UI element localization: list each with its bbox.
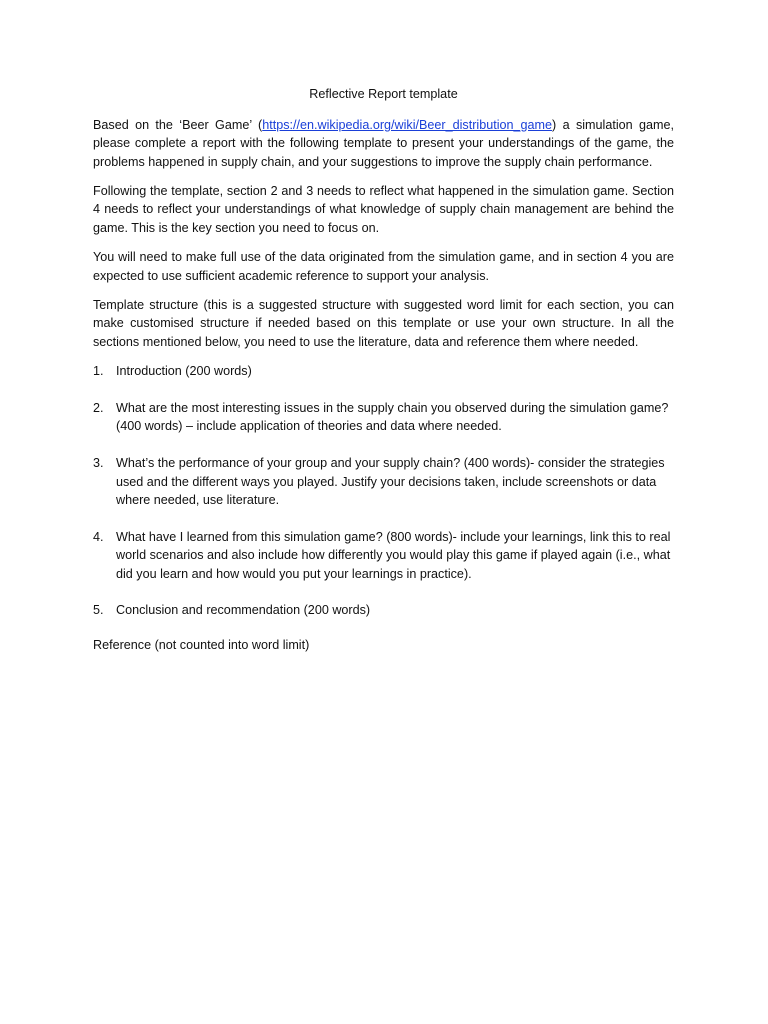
section-text: What’s the performance of your group and your supply chain? (400 words)- consider the strategies used and the different ways you played. Justify your decisions taken, include screenshots or data where needed, use literature. bbox=[116, 455, 665, 508]
intro-paragraph bbox=[93, 116, 674, 172]
intro-text-before-link: Based on the ‘Beer Game’ ( bbox=[93, 117, 263, 132]
template-sections-paragraph: Following the template, section 2 and 3 needs to reflect what happened in the simulation game. Section 4 needs to reflect your understandings of what knowledge of supply chain management are behind the game. This is the key section you need to focus on. bbox=[93, 183, 674, 236]
section-list-item bbox=[93, 362, 674, 381]
section-number: 4. bbox=[93, 529, 104, 544]
section-text: Introduction (200 words) bbox=[116, 364, 252, 379]
section-text: What have I learned from this simulation game? (800 words)- include your learnings, link this to real world scenarios and also include how differently you would play this game if played again (i.e., what did you learn and how would you put your learnings in practice). bbox=[116, 529, 671, 581]
section-text: Conclusion and recommendation (200 words) bbox=[116, 603, 371, 618]
reference-heading: Reference (not counted into word limit) bbox=[93, 638, 310, 653]
section-list-item bbox=[93, 528, 674, 584]
intro-text-after-link: ) a simulation game, please complete a report with the following template to present your understandings of the game, the problems happened in supply chain, and your suggestions to improve the supply chain performance. bbox=[93, 117, 674, 169]
document-title: Reflective Report template bbox=[309, 87, 458, 101]
section-list bbox=[93, 362, 674, 620]
section-number: 3. bbox=[93, 455, 104, 470]
section-text: What are the most interesting issues in the supply chain you observed during the simulation game? (400 words) – include application of theories and data where needed. bbox=[116, 400, 669, 434]
template-structure-paragraph: Template structure (this is a suggested structure with suggested word limit for each section, you can make customised structure if needed based on this template or use your own structure. In all the sections mentioned below, you need to use the literature, data and reference them where needed. bbox=[93, 297, 674, 350]
data-usage-paragraph: You will need to make full use of the data originated from the simulation game, and in section 4 you are expected to use sufficient academic reference to support your analysis. bbox=[93, 250, 674, 283]
beer-game-wikipedia-link[interactable]: https://en.wikipedia.org/wiki/Beer_distribution_game bbox=[262, 117, 553, 132]
section-number: 2. bbox=[93, 400, 104, 415]
section-list-item bbox=[93, 454, 674, 510]
section-list-item bbox=[93, 399, 674, 436]
section-number: 1. bbox=[93, 364, 104, 379]
section-number: 5. bbox=[93, 603, 104, 618]
document-page bbox=[93, 85, 674, 655]
section-list-item bbox=[93, 601, 674, 620]
